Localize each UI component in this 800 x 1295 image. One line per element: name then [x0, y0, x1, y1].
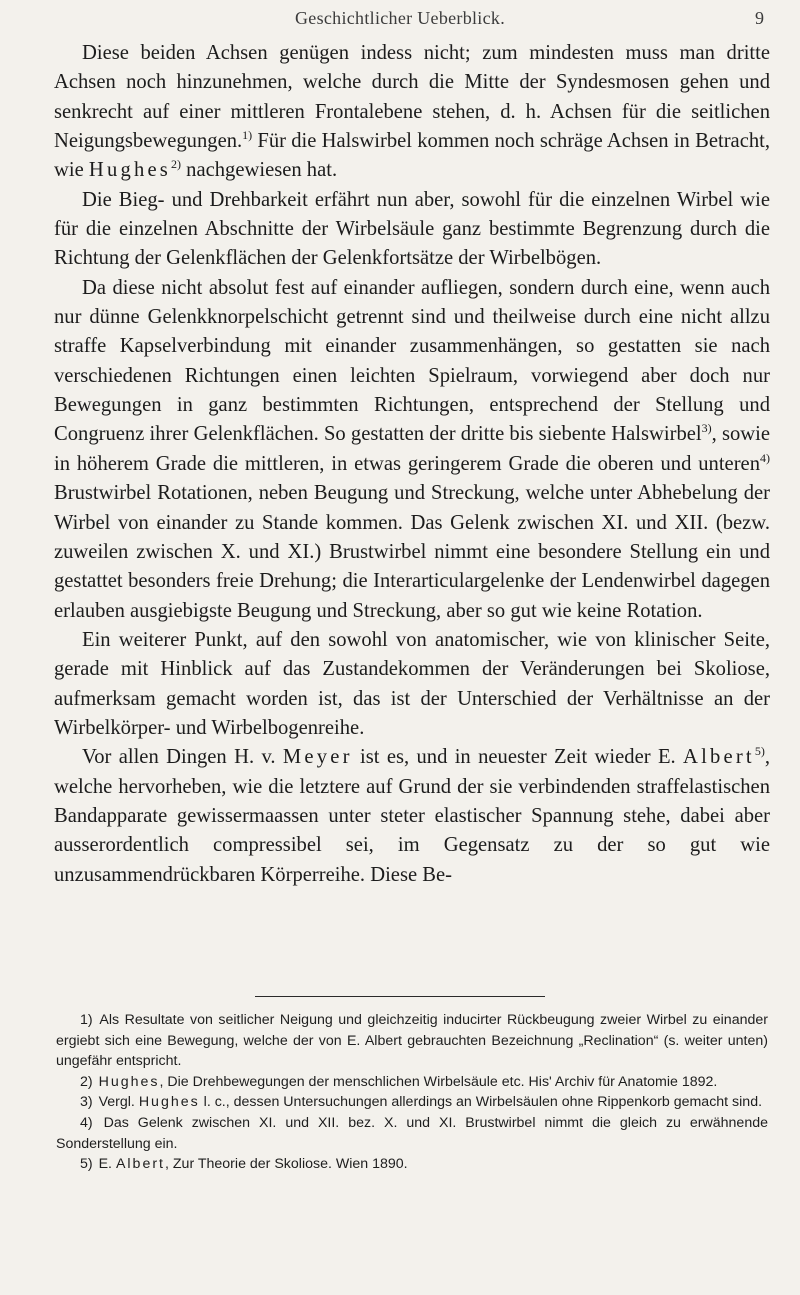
footnote-2 [56, 1072, 768, 1093]
footnote-4 [56, 1113, 768, 1154]
footnote-number: 3) [80, 1094, 93, 1111]
footnote-divider [255, 996, 545, 997]
footnote-text: Als Resultate von seitlicher Neigung und gleichzeitig inducirter Rückbeugung zweier Wirbel zu einander ergiebt sich eine Bewegung, welche der von E. Albert gebrauchten Bezeichnung „Reclination“ (s. weiter unten) ungefähr entspricht. [56, 1012, 768, 1070]
footnote-text: , Zur Theorie der Skoliose. Wien 1890. [165, 1156, 408, 1173]
footnote-1 [56, 1010, 768, 1072]
paragraph-text: , welche hervorheben, wie die letztere auf Grund der sie verbindenden straffelastischen Bandapparate gewissermaassen unter steter elastischer Spannung stehe, dabei aber ausserordentlich compressibel sei, im Gegensatz zu der so gut wie unzusammendrückbaren Körperreihe. Diese Be- [54, 746, 770, 886]
footnote-author: Hughes [138, 1094, 200, 1111]
footnote-author: Hughes [98, 1073, 160, 1090]
running-title: Geschichtlicher Ueberblick. [294, 8, 505, 28]
paragraph-text: Diese beiden Achsen genügen indess nicht; zum mindesten muss man dritte Achsen noch hinzunehmen, welche durch die Mitte der Syndesmosen gehen und senkrecht auf einer mittleren Frontalebene stehen, d. h. Achsen für die seitlichen Neigungsbewegungen. [54, 42, 770, 153]
footnote-number: 5) [80, 1156, 93, 1173]
paragraph-bending: Die Bieg- und Drehbarkeit erfährt nun aber, sowohl für die einzelnen Wirbel wie für die einzelnen Abschnitte der Wirbelsäule ganz bestimmte Begrenzung durch die Richtung der Gelenkflächen der Gelenkfortsätze der Wirbelbögen. [54, 188, 770, 270]
footnote-text: l. c., dessen Untersuchungen allerdings an Wirbelsäulen ohne Rippenkorb gemacht sind. [199, 1094, 763, 1111]
footnote-ref-1: 1) [242, 128, 253, 143]
footnote-text: , Die Drehbewegungen der menschlichen Wirbelsäule etc. His' Archiv für Anatomie 1892. [159, 1073, 718, 1090]
footnote-number: 4) [80, 1114, 93, 1131]
paragraph-text: Vor allen Dingen H. v. [82, 746, 283, 769]
footnote-ref-5: 5) [754, 744, 765, 759]
footnote-number: 2) [80, 1073, 93, 1090]
paragraph-scoliosis: Ein weiterer Punkt, auf den sowohl von anatomischer, wie von klinischer Seite, gerade mit Hinblick auf das Zustandekommen der Veränderungen bei Skoliose, aufmerksam gemacht worden ist, das ist der Unterschied der Verhältnisse an der Wirbelkörper- und Wirbelbogenreihe. [54, 628, 770, 739]
paragraph-joints [54, 274, 770, 626]
footnote-ref-4: 4) [760, 450, 770, 465]
paragraph-text: nachgewiesen hat. [181, 159, 338, 182]
page-number: 9 [755, 8, 764, 28]
footnote-5 [56, 1154, 768, 1175]
main-text [54, 39, 770, 890]
paragraph-text: Da diese nicht absolut fest auf einander aufliegen, sondern durch eine, wenn auch nur dünne Gelenkknorpelschicht getrennt sind und theilweise durch eine nicht allzu straffe Kapselverbindung mit einander zusammenhängen, so gestatten sie nach verschiedenen Richtungen einen leichten Spielraum, vorwiegend aber doch nur Bewegungen in ganz bestimmten Richtungen, entsprechend der Stellung und Congruenz ihrer Gelenkflächen. So gestatten der dritte bis siebente Halswirbel [54, 276, 770, 446]
footnote-author: Albert [115, 1156, 165, 1173]
paragraph-text: Für die Halswirbel kommen noch schräge Achsen in Betracht, wie [54, 130, 770, 182]
paragraph-text: ist es, und in neuester Zeit wieder E. [352, 746, 684, 769]
paragraph-text: , sowie in höherem Grade die mittleren, in etwas geringerem Grade die oberen und unteren [54, 423, 770, 475]
author-name-albert: Albert [683, 746, 755, 769]
footnote-text: Das Gelenk zwischen XI. und XII. bez. X. und XI. Brustwirbel nimmt die gleich zu erwähnende Sonderstellung ein. [56, 1114, 768, 1152]
author-name-meyer: Meyer [282, 746, 353, 769]
footnote-ref-3: 3) [701, 421, 712, 436]
footnote-number: 1) [80, 1012, 93, 1028]
footnotes [56, 1010, 768, 1175]
footnote-3 [56, 1092, 768, 1113]
footnote-prefix: E. [98, 1156, 116, 1173]
paragraph-text: Brustwirbel Rotationen, neben Beugung und Streckung, welche unter Abhebelung der Wirbel von einander zu Stande kommen. Das Gelenk zwischen XI. und XII. (bezw. zuweilen zwischen X. und XI.) Brustwirbel nimmt eine besondere Stellung ein und gestattet besonders freie Drehung; die Interarticulargelenke der Lendenwirbel dagegen erlauben ausgiebigste Beugung und Streckung, aber so gut wie keine Rotation. [54, 482, 770, 622]
footnote-prefix: Vergl. [98, 1094, 139, 1111]
paragraph-meyer-albert [54, 743, 770, 890]
footnote-ref-2: 2) [171, 157, 182, 172]
running-head [0, 8, 800, 34]
author-name-hughes: Hughes [88, 159, 172, 182]
paragraph-axes [54, 39, 770, 186]
